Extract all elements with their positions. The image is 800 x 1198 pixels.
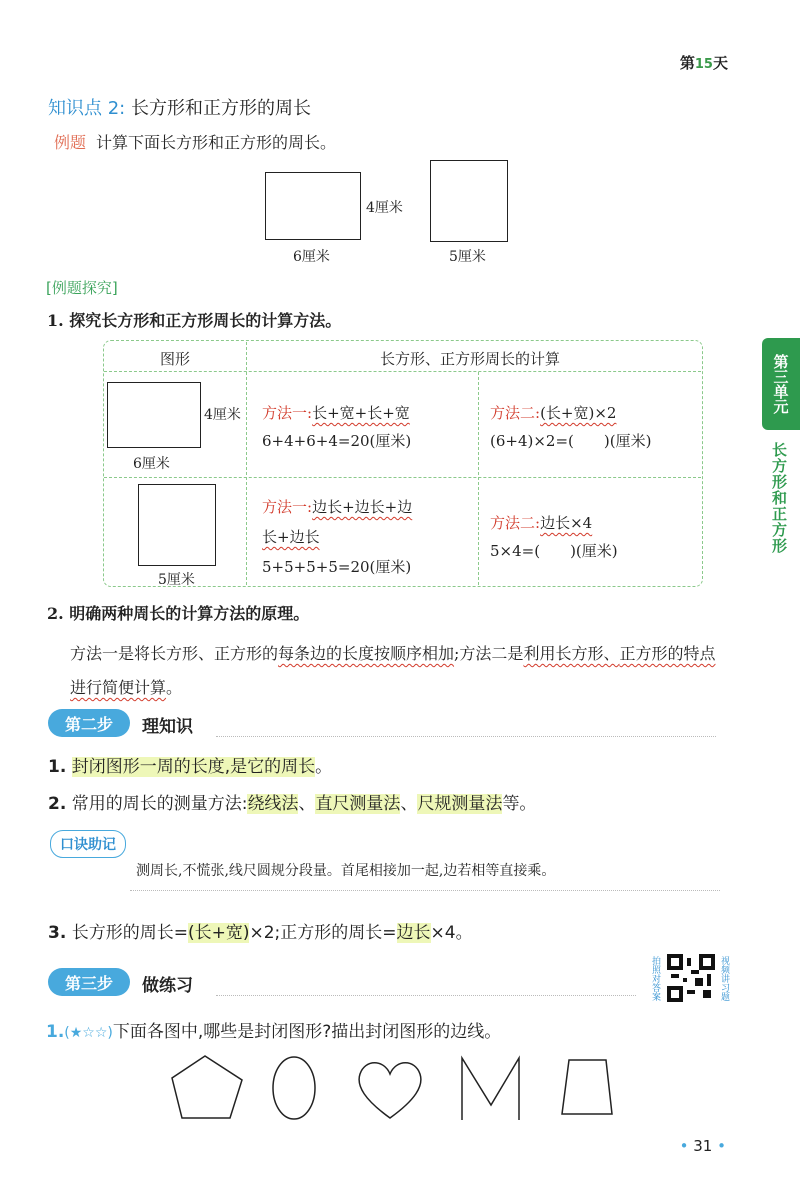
table-divider <box>104 477 701 478</box>
divider <box>216 995 636 996</box>
oval-shape <box>273 1057 315 1119</box>
table-header-calc: 长方形、正方形周长的计算 <box>380 350 561 368</box>
step-2-title: 理知识 <box>142 717 193 737</box>
example-rect-height: 4厘米 <box>366 200 403 216</box>
square-method-1: 方法一:边长+边长+边 <box>262 498 413 516</box>
example-rect-width: 6厘米 <box>293 249 330 265</box>
square-method-2-calc: 5×4=( )(厘米) <box>490 542 618 560</box>
knowledge-item-2: 2. 常用的周长的测量方法:绕线法、直尺测量法、尺规测量法等。 <box>48 794 537 814</box>
pentagon-shape <box>172 1056 242 1118</box>
explore-label: [例题探究] <box>46 279 118 297</box>
step-2-badge: 第二步 <box>48 709 130 737</box>
heart-shape <box>359 1063 421 1118</box>
knowledge-point-title: 知识点 2: 长方形和正方形的周长 <box>48 98 311 119</box>
table-rect-height: 4厘米 <box>204 407 241 423</box>
table-square-side: 5厘米 <box>158 572 195 588</box>
example-question: 例题 计算下面长方形和正方形的周长。 <box>54 133 337 152</box>
example-square-side: 5厘米 <box>449 249 486 265</box>
qr-caption-left: 拍照对答案 <box>650 956 660 1001</box>
exercise-shapes <box>160 1050 630 1126</box>
rect-method-1-calc: 6+4+6+4=20(厘米) <box>262 432 412 450</box>
rect-method-2-calc: (6+4)×2=( )(厘米) <box>490 432 652 450</box>
mnemonic-label: 口诀助记 <box>50 830 126 858</box>
square-method-1-calc: 5+5+5+5=20(厘米) <box>262 558 412 576</box>
page-number: • 31 • <box>679 1137 726 1155</box>
rect-method-1: 方法一:长+宽+长+宽 <box>262 404 410 422</box>
rect-method-2: 方法二:(长+宽)×2 <box>490 404 617 422</box>
example-rectangle <box>265 172 361 240</box>
example-square <box>430 160 508 242</box>
mnemonic-text: 测周长,不慌张,线尺圆规分段量。首尾相接加一起,边若相等直接乘。 <box>136 863 556 879</box>
m-shape <box>462 1058 519 1120</box>
unit-title: 长方形和正方形 <box>770 442 788 554</box>
table-rectangle <box>107 382 201 448</box>
qr-caption-right: 视频讲习题 <box>719 956 729 1001</box>
trapezoid-shape <box>562 1060 612 1114</box>
explore-item-1: 1. 探究长方形和正方形周长的计算方法。 <box>47 311 342 330</box>
step-3-badge: 第三步 <box>48 968 130 996</box>
unit-tab[interactable]: 第三单元 <box>762 338 800 430</box>
table-divider <box>246 342 247 585</box>
step-3-title: 做练习 <box>142 976 193 996</box>
divider <box>130 890 720 891</box>
exercise-1: 1.(★☆☆)下面各图中,哪些是封闭图形?描出封闭图形的边线。 <box>46 1022 502 1042</box>
divider <box>216 736 716 737</box>
day-label: 第15天 <box>679 54 728 72</box>
knowledge-item-3: 3. 长方形的周长=(长+宽)×2;正方形的周长=边长×4。 <box>48 923 473 943</box>
table-square <box>138 484 216 566</box>
qr-code-icon[interactable] <box>667 954 715 1002</box>
principle-paragraph: 方法一是将长方形、正方形的每条边的长度按顺序相加;方法二是利用长方形、正方形的特点进行简便计算。 <box>70 644 716 697</box>
table-header-shape: 图形 <box>160 350 191 368</box>
square-method-1-cont: 长+边长 <box>262 528 320 546</box>
table-divider <box>478 372 479 585</box>
square-method-2: 方法二:边长×4 <box>490 514 593 532</box>
explore-item-2: 2. 明确两种周长的计算方法的原理。 <box>47 604 310 623</box>
knowledge-item-1: 1. 封闭图形一周的长度,是它的周长。 <box>48 757 333 777</box>
example-tag: 例题 <box>54 133 87 152</box>
table-divider <box>104 371 701 372</box>
table-rect-width: 6厘米 <box>133 456 170 472</box>
